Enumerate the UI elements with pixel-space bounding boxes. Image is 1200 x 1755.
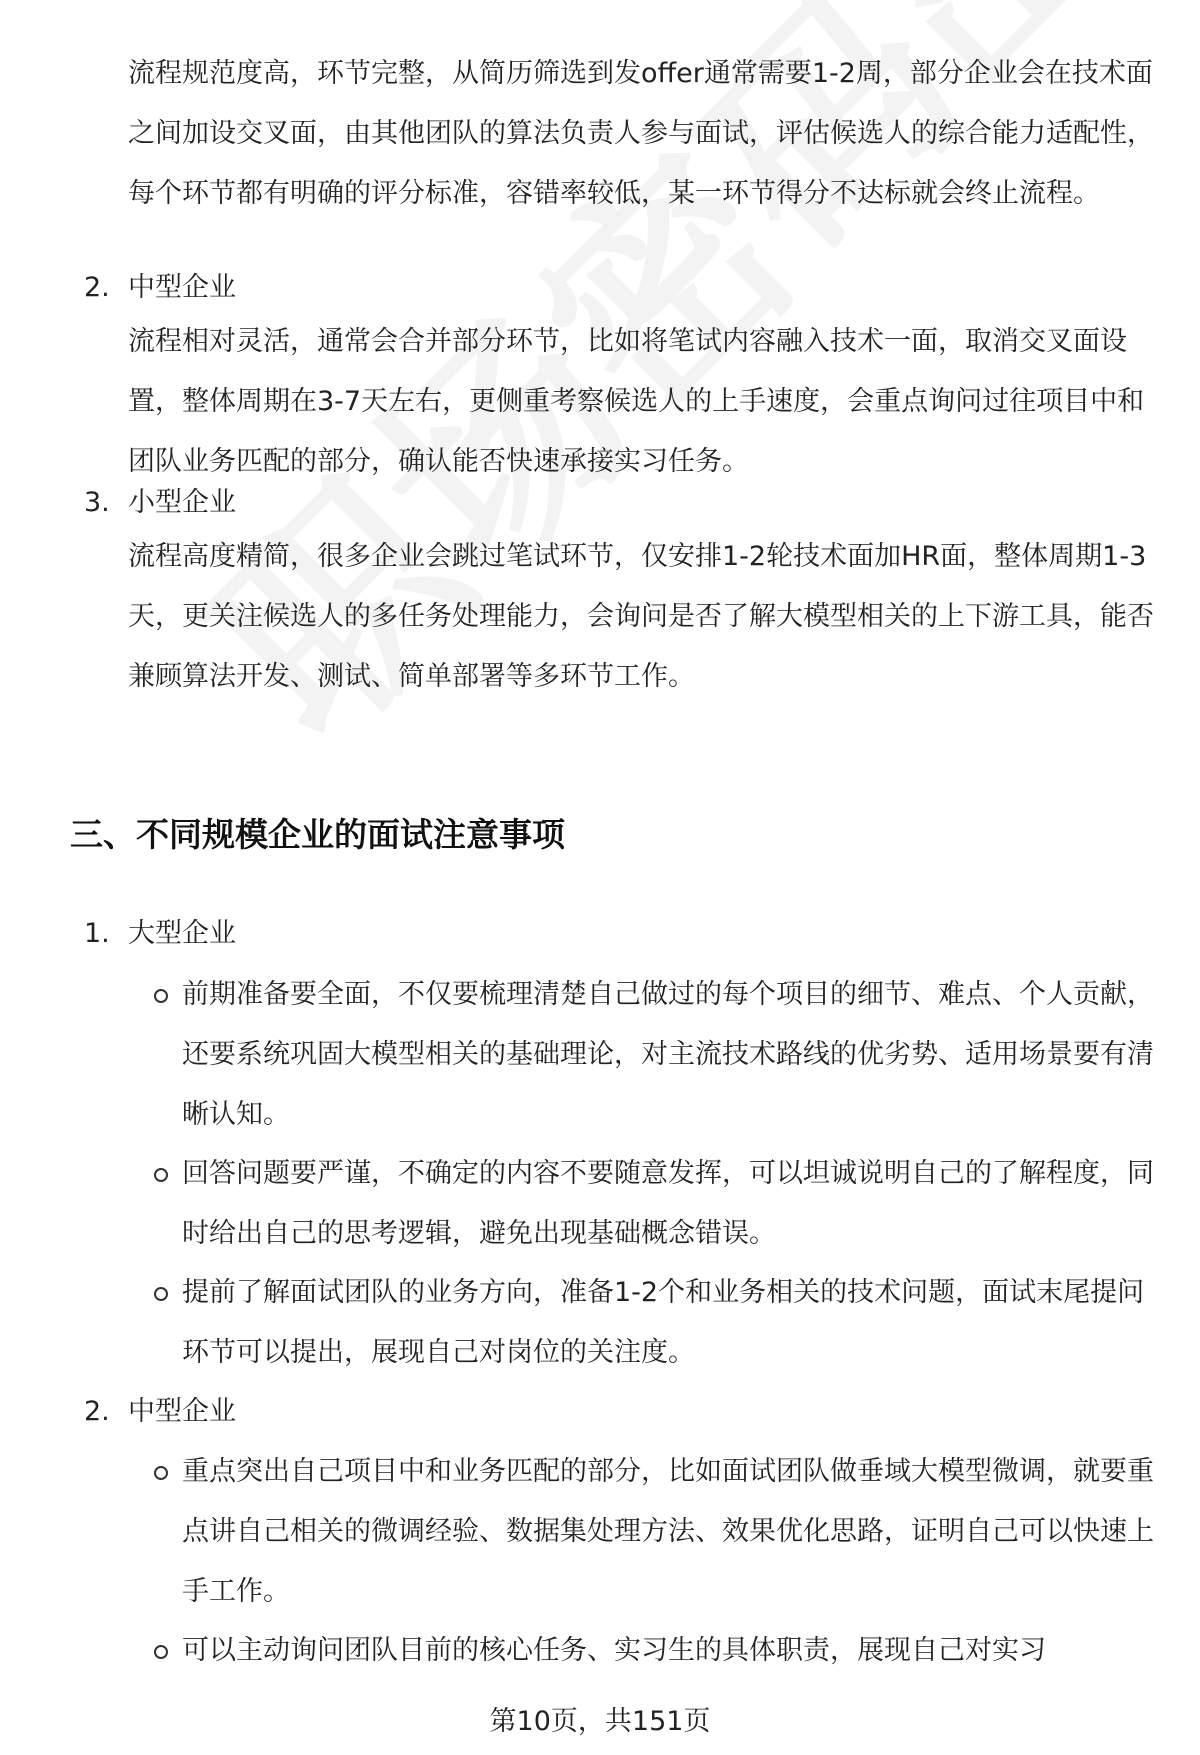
bullet-item (150, 965, 1160, 1145)
item-small-enterprise-process (84, 473, 1084, 533)
small-enterprise-process-text: 流程高度精简，很多企业会跳过笔试环节，仅安排1-2轮技术面加HR面，整体周期1-3天，更关注候选人的多任务处理能力，会询问是否了解大模型相关的上下游工具，能否兼顾算法开发、测试、简单部署等多环节工作。 (128, 541, 1154, 692)
bullet-circle-icon (154, 1287, 168, 1301)
medium-enterprise-process-text: 流程相对灵活，通常会合并部分环节，比如将笔试内容融入技术一面，取消交叉面设置，整体周期在3-7天左右，更侧重考察候选人的上手速度，会重点询问过往项目中和团队业务匹配的部分，确认能否快速承接实习任务。 (128, 326, 1145, 477)
item-number: 2. (84, 272, 110, 303)
bullet-circle-icon (154, 989, 168, 1003)
item-medium-enterprise-process (84, 258, 1084, 318)
bullet-text: 重点突出自己项目中和业务匹配的部分，比如面试团队做垂域大模型微调，就要重点讲自己相关的微调经验、数据集处理方法、效果优化思路，证明自己可以快速上手工作。 (182, 1456, 1154, 1607)
item-number: 1. (84, 918, 110, 949)
item-large-enterprise-tips (84, 904, 1084, 964)
bullet-text: 提前了解面试团队的业务方向，准备1-2个和业务相关的技术问题，面试末尾提问环节可以提出，展现自己对岗位的关注度。 (182, 1277, 1145, 1368)
bullet-circle-icon (154, 1168, 168, 1182)
bullet-text: 可以主动询问团队目前的核心任务、实习生的具体职责，展现自己对实习 (182, 1635, 1046, 1666)
bullet-item (150, 1442, 1160, 1622)
page-footer: 第10页，共151页 (489, 1706, 711, 1737)
bullet-text: 回答问题要严谨，不确定的内容不要随意发挥，可以坦诚说明自己的了解程度，同时给出自己的思考逻辑，避免出现基础概念错误。 (182, 1158, 1154, 1249)
section-three-heading: 三、不同规模企业的面试注意事项 (70, 815, 565, 854)
bullet-item (150, 1263, 1160, 1383)
bullet-circle-icon (154, 1645, 168, 1659)
item-number: 2. (84, 1396, 110, 1427)
item-title: 中型企业 (128, 1396, 236, 1427)
large-enterprise-process-text: 流程规范度高，环节完整，从简历筛选到发offer通常需要1-2周，部分企业会在技术面之间加设交叉面，由其他团队的算法负责人参与面试，评估候选人的综合能力适配性，每个环节都有明确的评分标准，容错率较低，某一环节得分不达标就会终止流程。 (128, 58, 1154, 209)
bullet-item (150, 1621, 1160, 1681)
item-medium-enterprise-tips (84, 1382, 1084, 1442)
bullet-text: 前期准备要全面，不仅要梳理清楚自己做过的每个项目的细节、难点、个人贡献，还要系统巩固大模型相关的基础理论，对主流技术路线的优劣势、适用场景要有清晰认知。 (182, 979, 1154, 1130)
bullet-circle-icon (154, 1466, 168, 1480)
item-title: 中型企业 (128, 272, 236, 303)
item-title: 大型企业 (128, 918, 236, 949)
item-title: 小型企业 (128, 487, 236, 518)
item-number: 3. (84, 487, 110, 518)
bullet-item (150, 1144, 1160, 1264)
